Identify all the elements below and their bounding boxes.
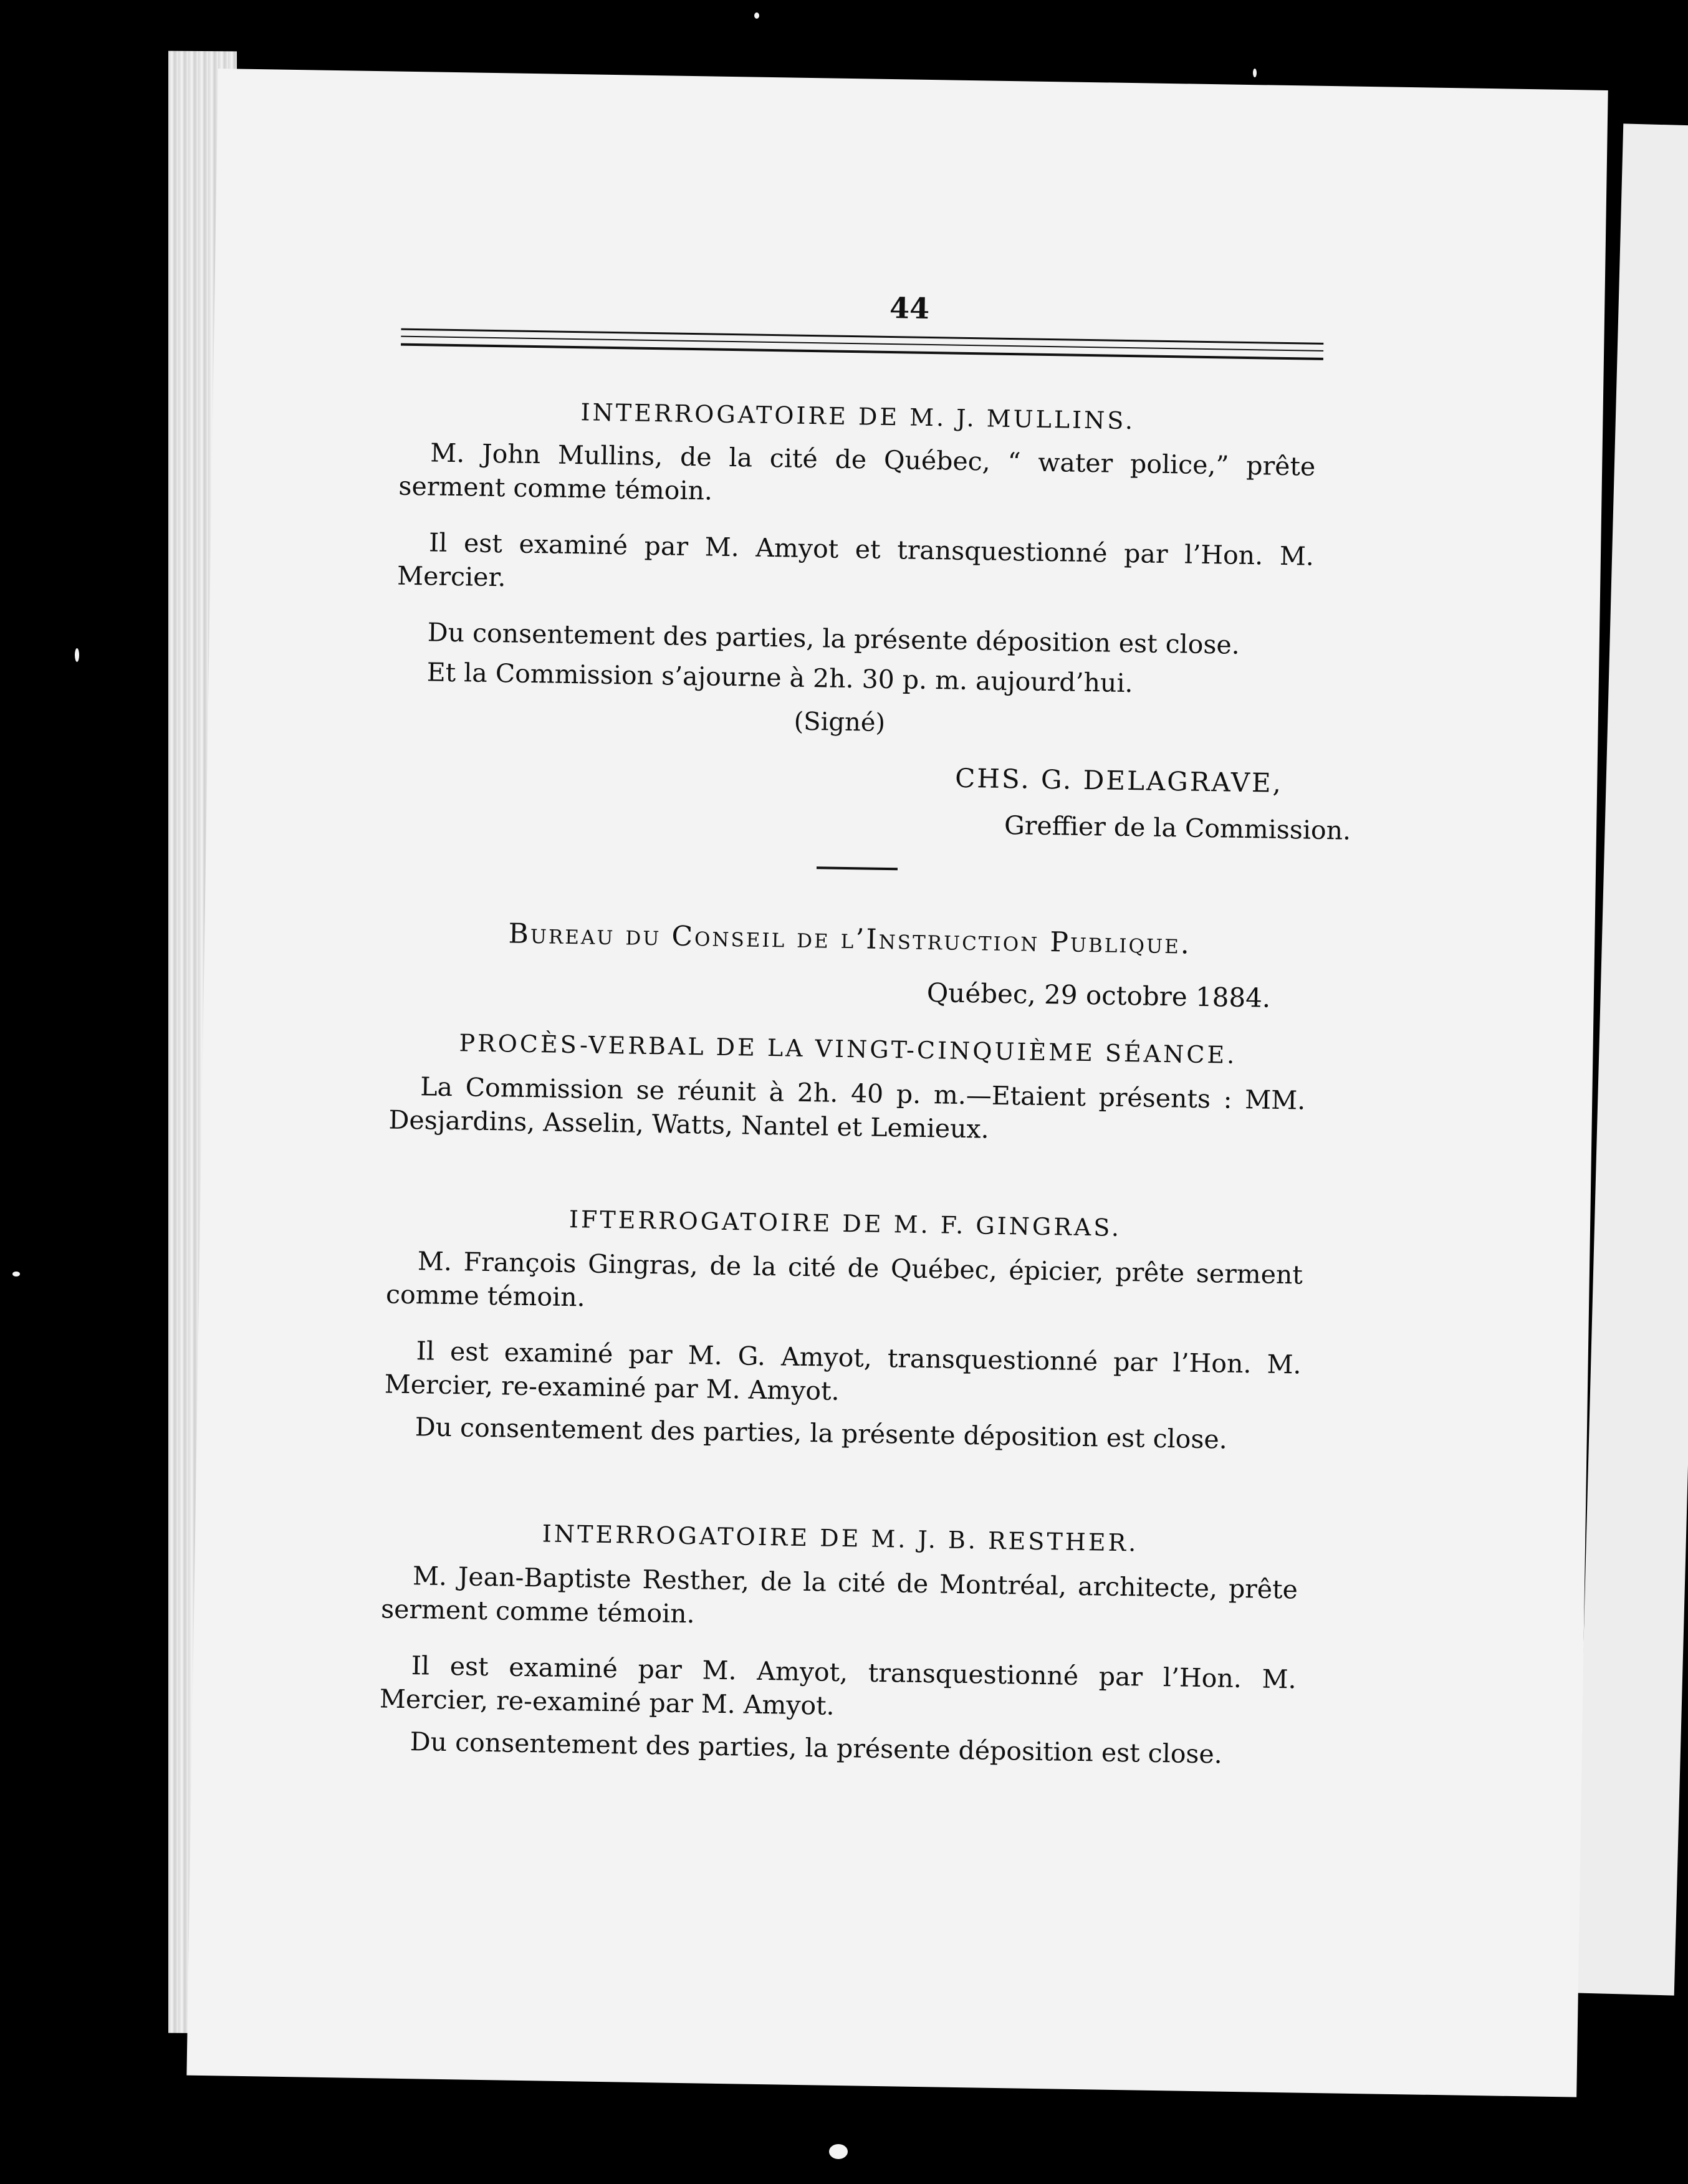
section-proces-verbal: [388, 1028, 1307, 1151]
paragraph: Du consentement des parties, la présente déposition est close.: [415, 1412, 1228, 1455]
scan-speck: [754, 12, 759, 19]
paragraph: M. John Mullins, de la cité de Québec, “ water police,” prête serment comme témoin.: [398, 438, 1316, 506]
section-gingras: [383, 1202, 1303, 1457]
signatory-name: CHS. G. DELAGRAVE,: [954, 762, 1283, 798]
scan-speck: [829, 2144, 848, 2159]
header-rule: [401, 343, 1323, 360]
page-content: [186, 69, 1608, 2097]
paragraph: Du consentement des parties, la présente déposition est close.: [410, 1727, 1223, 1770]
paragraph: Il est examiné par M. G. Amyot, transquestionné par l’Hon. M. Mercier, re-examiné par M. Amyot.: [384, 1336, 1302, 1406]
paragraph: M. Jean-Baptiste Resther, de la cité de Montréal, architecte, prête serment comme témoin.: [380, 1561, 1298, 1629]
paragraph: Il est examiné par M. Amyot et transquestionné par l’Hon. M. Mercier.: [396, 527, 1315, 593]
section-mullins: [395, 396, 1316, 703]
paragraph: Du consentement des parties, la présente déposition est close.: [427, 617, 1240, 660]
section-heading: INTERROGATOIRE DE M. J. B. RESTHER.: [542, 1520, 1139, 1557]
section-heading: PROCÈS-VERBAL DE LA VINGT-CINQUIÈME SÉANCE.: [459, 1029, 1237, 1069]
section-heading: INTERROGATOIRE DE M. J. MULLINS.: [580, 398, 1136, 435]
bureau-title: Bureau du Conseil de l’Instruction Publique.: [508, 917, 1192, 960]
signed-label: (Signé): [794, 707, 886, 737]
section-resther: [378, 1517, 1298, 1772]
paragraph: Il est examiné par M. Amyot, transquestionné par l’Hon. M. Mercier, re-examiné par M. Amyot.: [379, 1650, 1297, 1721]
signatory-role: Greffier de la Commission.: [1004, 810, 1351, 846]
page-number: 44: [889, 290, 930, 325]
scan-speck: [12, 1272, 20, 1276]
paragraph: M. François Gingras, de la cité de Québec, épicier, prête serment comme témoin.: [385, 1246, 1303, 1313]
section-divider: [817, 866, 898, 870]
section-heading: IFTERROGATOIRE DE M. F. GINGRAS.: [568, 1205, 1122, 1242]
scan-speck: [75, 648, 79, 662]
header-rule: [401, 328, 1323, 345]
scan-speck: [1253, 69, 1257, 77]
paragraph: La Commission se réunit à 2h. 40 p. m.—Etaient présents : MM. Desjardins, Asselin, Watts, Nantel et Lemieux.: [388, 1071, 1306, 1144]
document-page: [186, 69, 1608, 2097]
paragraph: Et la Commission s’ajourne à 2h. 30 p. m. aujourd’hui.: [426, 657, 1133, 699]
dateline: Québec, 29 octobre 1884.: [926, 977, 1271, 1013]
header-rule: [401, 336, 1323, 352]
bureau-header: [391, 916, 1308, 962]
